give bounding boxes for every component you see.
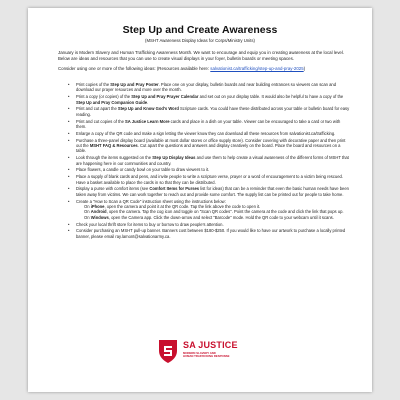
list-item: • Print copies of the Step Up and Pray Poster. Place one on your display, bulletin boards and near building entrances so viewers can scan and download our prayer resources and more over the month. — [76, 82, 350, 93]
list-item: • Purchase a three-panel display board (available at most dollar stores or office supply store). Consider covering with decorative paper and then print out the MSHT FAQ & Resources. Cut apart the questions and answers and display creatively on the board. Place the board and resources on a table. — [76, 138, 350, 154]
list-item: • Look through the items suggested on the Step Up Display Ideas and use them to help create a visual awareness of the different forms of MSHT that are happening here in our communities and country. — [76, 155, 350, 166]
list-item: • Print and cut apart the Step Up and Know God's Word Scripture cards. You could have these distributed across your table or bulletin board for easy reading. — [76, 106, 350, 117]
list-item: • Place flowers, a candle or candy bowl on your table to draw viewers to it. — [76, 167, 350, 172]
consider-paragraph — [58, 66, 348, 72]
shield-icon — [157, 338, 179, 364]
resources-link[interactable]: salvationist.ca/trafficking/step-up-and-pray-2025 — [210, 66, 304, 71]
intro-paragraph: January is Modern Slavery and Human Trafficking Awareness Month. We want to encourage and equip you in creating awareness at the local level. Below are ideas and resources that you can use to create visual displays in your foyer, bulletin boards or meeting spaces. — [58, 50, 345, 61]
logo-name: SA JUSTICE — [183, 340, 238, 350]
consider-end: ) — [303, 66, 306, 71]
document-title: Step Up and Create Awareness — [122, 24, 278, 36]
list-item: • Create a "How to Scan a QR Code" instruction sheet using the instructions below: On iPhone, open the camera and point it at the QR code. Tap the link above the code to open it. On Android, open the camera. Tap the cog icon and toggle on "Scan QR codes". Point the camera at the code and click the link that pops up. On Windows, open the Camera app. Click the down-arrow and select "Barcode" mode. Hold the QR code to your webcam until it scans. — [76, 199, 350, 221]
document-page — [28, 8, 372, 392]
qr-step-android: On Android, open the camera. Tap the cog icon and toggle on "Scan QR codes". Point the camera at the code and click the link that pops up. — [84, 209, 344, 215]
logo-tagline: MODERN SLAVERY AND HUMAN TRAFFICKING RESPONSE — [183, 351, 230, 359]
list-item: • Place a supply of blank cards and pens, and invite people to write a scripture verse, prayer or a word of encouragement to a victim being rescued. Have a basket available to place the cards in so that they can be distributed. — [76, 174, 350, 185]
list-item: • Consider purchasing an MSHT pull-up banner. Banners cost between $180-$250. If you would like to have our artwork to purchase a locally printed banner, please email ray.lamont@salvationarmy.ca. — [76, 228, 350, 239]
list-item: • Display a purse with comfort items (see Comfort Items for Purses list for ideas) that can be a reminder that even the basic human needs have been taken away from victims. We can work together to reach out and provide some comfort. The supply list can be printed out for people to take home. — [76, 186, 350, 197]
list-item: • Enlarge a copy of the QR code and make a sign letting the viewer know they can download all these resources from salvationist.ca/trafficking. — [76, 131, 350, 136]
ideas-list — [76, 82, 350, 241]
list-item: • Print and cut copies of the SA Justice Learn More cards and place in a dish on your table. Viewer can be encouraged to take a card or two with them. — [76, 119, 350, 130]
list-item: • Check your local thrift store for items to buy or borrow to draw people's attention. — [76, 222, 350, 227]
qr-step-windows: On Windows, open the Camera app. Click the down-arrow and select "Barcode" mode. Hold the QR code to your webcam until it scans. — [84, 214, 334, 220]
consider-text: Consider using one or more of the following ideas: (Resources available here: — [58, 66, 211, 71]
list-item: • Print a copy (or copies) of the Step Up and Pray Prayer Calendar and set out on your display table. It would also be helpful to have a copy of the Step Up and Pray Companion Guide. — [76, 94, 350, 105]
qr-step-iphone: On iPhone, open the camera and point it at the QR code. Tap the link above the code to open it. — [84, 204, 261, 210]
sa-justice-logo — [157, 334, 243, 374]
document-subtitle: (MSHT Awareness Display Ideas for Corps/Ministry Units) — [145, 38, 255, 43]
